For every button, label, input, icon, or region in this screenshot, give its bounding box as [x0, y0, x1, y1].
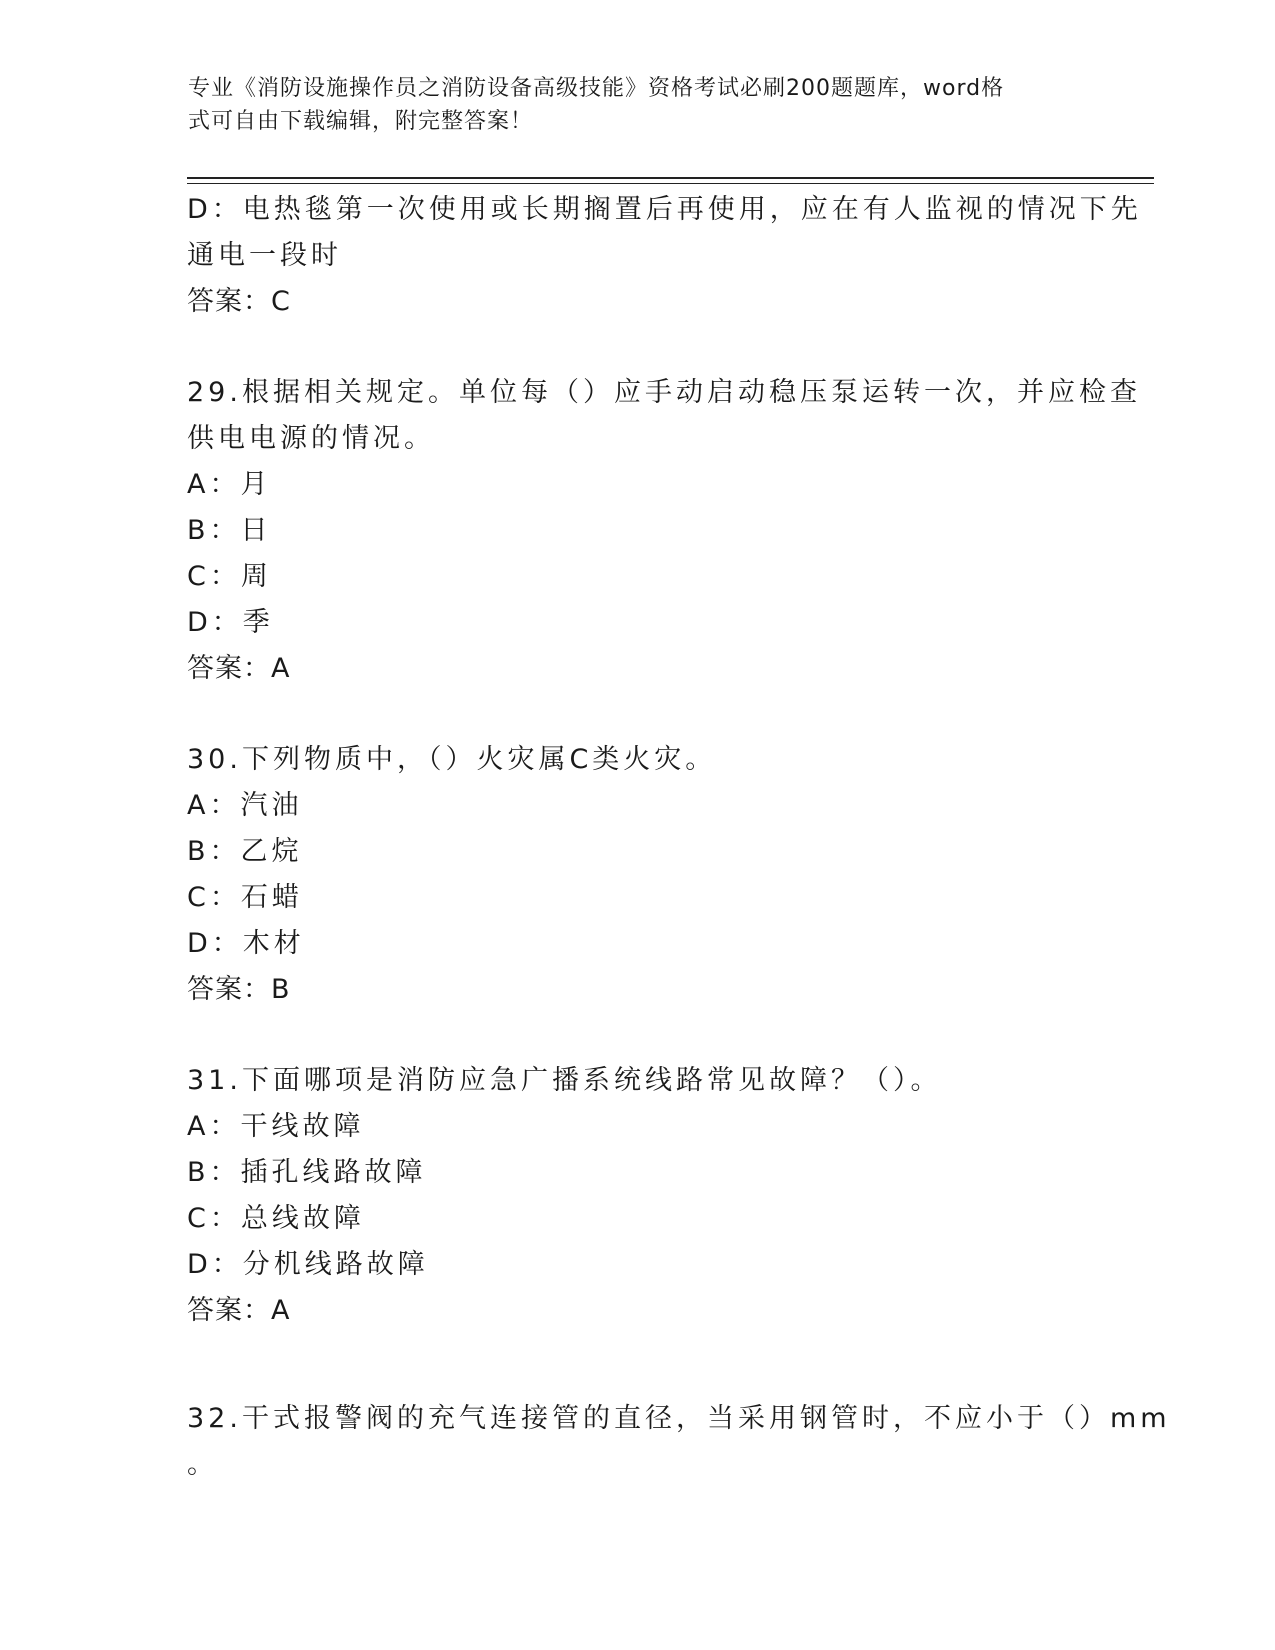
question-list [187, 187, 1171, 1488]
question-stem: 32.干式报警阀的充气连接管的直径，当采用钢管时，不应小于（）mm [187, 1403, 1171, 1434]
header-line-2: 式可自由下载编辑，附完整答案！ [188, 109, 534, 134]
option-d: D：电热毯第一次使用或长期搁置后再使用，应在有人监视的情况下先 [187, 194, 1142, 225]
header-line-1: 专业《消防设施操作员之消防设备高级技能》资格考试必刷200题题库，word格 [188, 76, 1005, 101]
option-a: A：干线故障 [187, 1111, 365, 1142]
header-divider-thick [187, 177, 1154, 179]
option-c: C：石蜡 [187, 882, 303, 913]
option-c: C：周 [187, 561, 272, 592]
option-a: A：汽油 [187, 790, 303, 821]
question-stem: 31.下面哪项是消防应急广播系统线路常见故障？（）。 [187, 1065, 942, 1096]
question-29 [187, 370, 1141, 692]
question-31 [187, 1058, 1087, 1334]
page-header [188, 72, 1068, 138]
answer-line: 答案：A [187, 1295, 291, 1326]
question-stem: 29.根据相关规定。单位每（）应手动启动稳压泵运转一次，并应检查 [187, 377, 1141, 408]
option-b: B：日 [187, 515, 272, 546]
option-d-continuation: 通电一段时 [187, 240, 342, 271]
question-30 [187, 737, 1087, 1013]
option-b: B：乙烷 [187, 836, 303, 867]
question-stem-continuation: 。 [187, 1449, 218, 1480]
answer-line: 答案：A [187, 653, 291, 684]
option-d: D：木材 [187, 928, 305, 959]
option-c: C：总线故障 [187, 1203, 365, 1234]
header-divider-thin [187, 183, 1154, 184]
previous-question-tail [187, 187, 1142, 325]
option-a: A：月 [187, 469, 272, 500]
answer-line: 答案：C [187, 286, 291, 317]
question-stem: 30.下列物质中，（）火灾属C类火灾。 [187, 744, 717, 775]
question-stem-continuation: 供电电源的情况。 [187, 423, 435, 454]
option-d: D：季 [187, 607, 274, 638]
option-d: D：分机线路故障 [187, 1249, 429, 1280]
option-b: B：插孔线路故障 [187, 1157, 427, 1188]
answer-line: 答案：B [187, 974, 291, 1005]
question-32 [187, 1396, 1171, 1488]
